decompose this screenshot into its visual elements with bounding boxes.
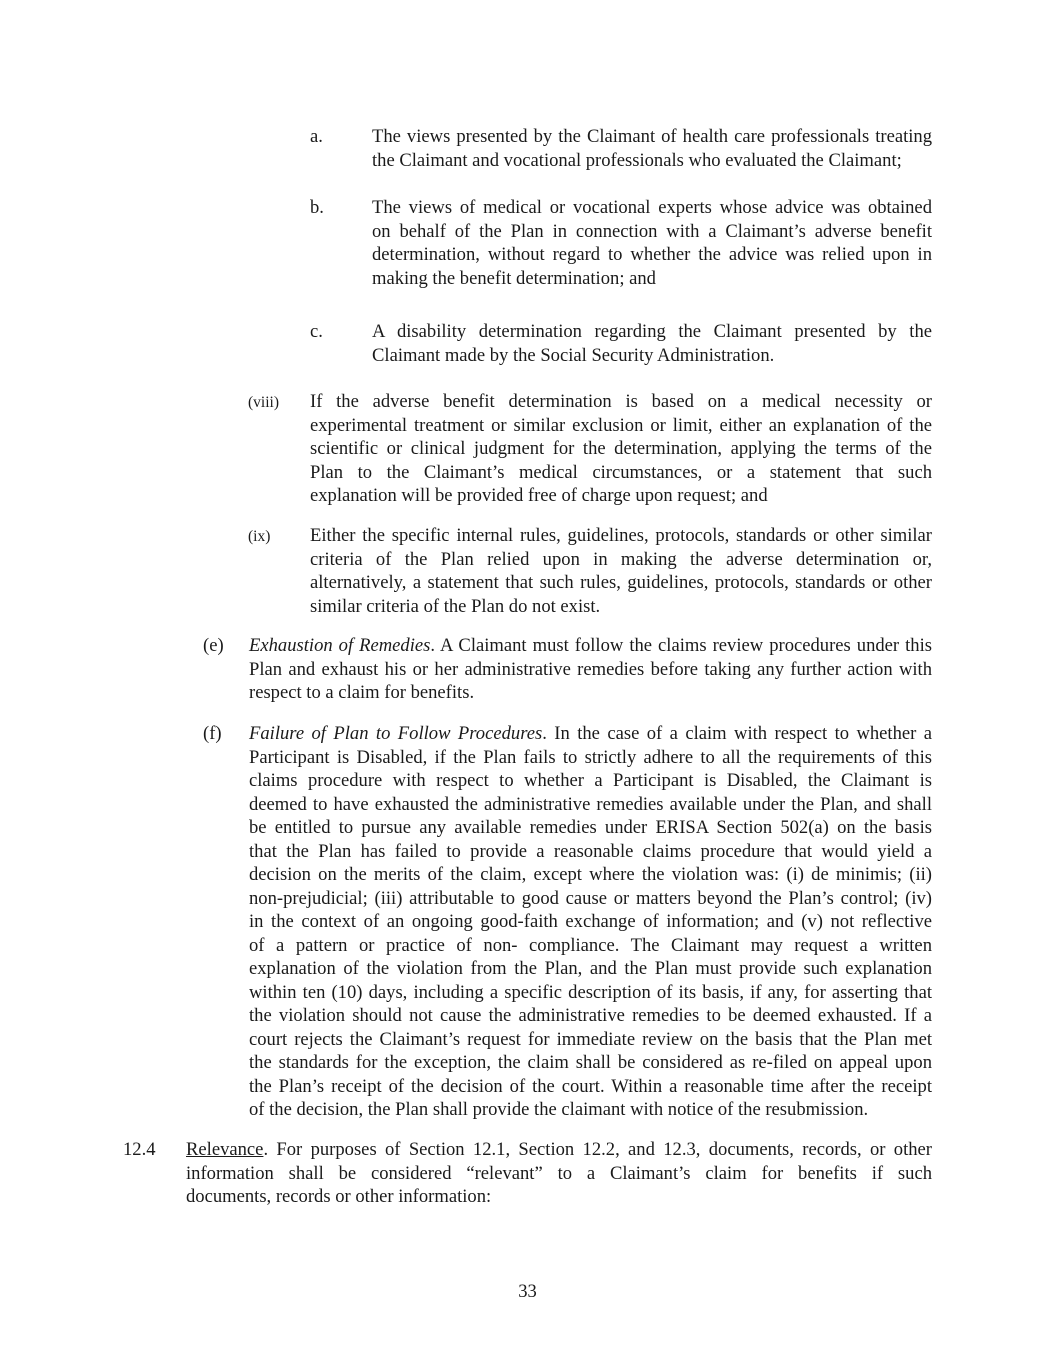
list-item-viii [248, 390, 932, 508]
item-label: (viii) [248, 394, 279, 411]
item-heading: Exhaustion of Remedies [249, 635, 431, 656]
page-number: 33 [518, 1281, 537, 1302]
section-number: 12.4 [123, 1139, 156, 1160]
list-item-e [203, 634, 932, 705]
list-item-a [310, 125, 932, 172]
item-text: A disability determination regarding the Claimant presented by the Claimant made by the Social Security Administration. [372, 321, 932, 366]
list-item-f [203, 722, 932, 1122]
section-text: Relevance. For purposes of Section 12.1, Section 12.2, and 12.3, documents, records, or other information shall be considered “relevant” to a Claimant’s claim for benefits if such documents, records or other information: [186, 1139, 932, 1207]
section-12-4 [123, 1138, 932, 1209]
item-label: (f) [203, 723, 222, 744]
section-heading: Relevance [186, 1139, 264, 1160]
item-text: Failure of Plan to Follow Procedures. In the case of a claim with respect to whether a Participant is Disabled, if the Plan fails to strictly adhere to all the requirements of this claims procedure with respect to whether a Participant is Disabled, the Claimant is deemed to have exhausted the administrative remedies available under the Plan, and shall be entitled to pursue any available remedies under ERISA Section 502(a) on the basis that the Plan has failed to provide a reasonable claims procedure that would yield a decision on the merits of the claim, except where the violation was: (i) de minimis; (ii) non-prejudicial; (iii) attributable to good cause or matters beyond the Plan’s control; (iv) in the context of an ongoing good-faith exchange of information; and (v) not reflective of a pattern or practice of non- compliance. The Claimant may request a written explanation of the violation from the Plan, and the Plan must provide such explanation within ten (10) days, including a specific description of its basis, if any, for asserting that the violation should not cause the administrative remedies to be deemed exhausted. If a court rejects the Claimant’s request for immediate review on the basis that the Plan met the standards for the exception, the claim shall be considered as re-filed on appeal upon the Plan’s receipt of the decision of the court. Within a reasonable time after the receipt of the decision, the Plan shall provide the claimant with notice of the resubmission. [249, 723, 933, 1120]
item-text: The views of medical or vocational experts whose advice was obtained on behalf of the Plan in connection with a Claimant’s adverse benefit determination, without regard to whether the advice was relied upon in making the benefit determination; and [372, 197, 932, 289]
list-item-ix [248, 524, 932, 618]
item-label: (e) [203, 635, 224, 656]
item-text: Exhaustion of Remedies. A Claimant must follow the claims review procedures under this Plan and exhaust his or her administrative remedies before taking any further action with respect to a claim for benefits. [249, 635, 932, 703]
item-label: b. [310, 197, 324, 218]
list-item-c [310, 320, 932, 367]
item-label: a. [310, 126, 323, 147]
item-text: The views presented by the Claimant of health care professionals treating the Claimant and vocational professionals who evaluated the Claimant; [372, 126, 932, 171]
item-heading: Failure of Plan to Follow Procedures [249, 723, 543, 744]
item-label: c. [310, 321, 323, 342]
item-text: Either the specific internal rules, guidelines, protocols, standards or other similar criteria of the Plan relied upon in making the adverse determination or, alternatively, a statement that such rules, guidelines, protocols, standards or other similar criteria of the Plan do not exist. [310, 525, 932, 617]
item-text: If the adverse benefit determination is based on a medical necessity or experimental treatment or similar exclusion or limit, either an explanation of the scientific or clinical judgment for the determination, applying the terms of the Plan to the Claimant’s medical circumstances, or a statement that such explanation will be provided free of charge upon request; and [310, 391, 932, 506]
list-item-b [310, 196, 932, 290]
item-label: (ix) [248, 528, 271, 545]
